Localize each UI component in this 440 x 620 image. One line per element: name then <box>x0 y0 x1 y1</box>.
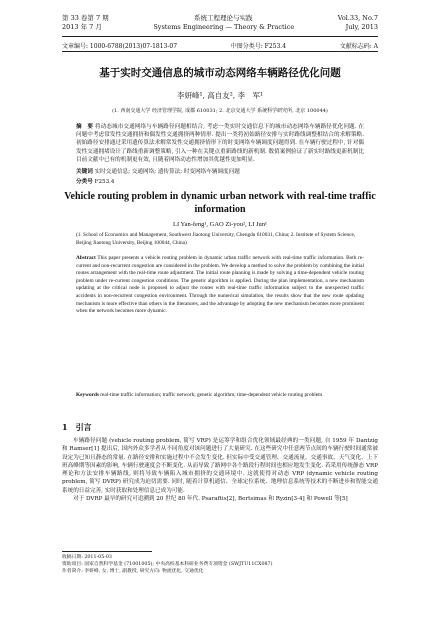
body-text <box>62 437 378 503</box>
keywords-label-en: Keywords <box>76 392 99 398</box>
classification-value: F253.4 <box>94 179 115 185</box>
abstract-text-en: This paper presents a vehicle routing problem in dynamic urban traffic network with real-time traffic information. Both re-current and non-recurrent congestion are considered in the problem. We develop a method to solve the problem by combining the initial routes arrangement with the real-time route adjustment. The initial route planning is made by solving a time-dependent vehicle routing problem under re-current congestion conditions. The genetic algorithm is applied. During the plan implementation, a new mechanism updating at the critical node is proposed to adjust the routes with real-time traffic information subject to the unexpected traffic accidents in non-recurrent congestion environment. Through the numerical simulation, the results show that the new route updating mechanism is more effective than others in the literatures, and the advantage by adopting the new mechanism becomes more prominent when the network becomes more dynamic. <box>76 255 365 315</box>
keywords-text-cn: 实时交通信息; 交通网络; 遗传算法; 时变网络车辆调度问题 <box>94 169 240 175</box>
paragraph-1: 车辆路径问题 (vehicle routing problem, 简写 VRP) 是运筹学和组合优化领域最经典的一类问题, 自 1959 年 Dantzig 和 Ramser[1] 提出后, 国内外众多学者从不同角度对该问题进行了大量研究. 在这些研究中任意两节点间的车辆行驶时间通常被设定为已知且静态的常量. 在路径安排和实施过程中不会发生变化. 但实际中受交通管理、交通流量、交通事故、天气变化、上下班高峰期等因素的影响, 车辆行驶速度会不断变化. 从而导致了路网中各个路段行程时间也相应地发生变化. 若采用传统静态 VRP 理论和方法安排车辆路线, 则将导致车辆陷入城市拥挤的交通环境中. 这就使得对动态 VRP (dynamic vehicle routing problem, 简写 DVRP) 研究成为迫切需要. 同时, 随着计算机通信、全球定位系统、地理信息系统等技术的不断进步和智能交通系统的日益完善, 实时获取和处理信息已成为可能. <box>62 438 378 494</box>
funding: 资助项目: 国家自然科学基金 (71001005); 中央高校基本科研业务费专项资金 (SWJTU11CX087) <box>62 562 273 568</box>
classification-cn <box>76 177 364 185</box>
keywords-label-cn: 关键词 <box>76 169 93 175</box>
running-header <box>62 14 378 32</box>
volume-en: Vol.33, No.7 <box>337 14 378 22</box>
abstract-text-cn: 将动态城市交通网络与车辆路径问题相结合, 考虑一类实时交通信息下的城市动态网络车辆路径优化问题. 在问题中考虑常发性交通拥挤和偶发性交通拥挤两种情形. 提出一类将初始路径安排与实时路线调整相结合的求解策略. 初始路径安排通过采用遗传算法求解常发性交通拥挤情形下的时变网络车辆调度问题得到. 在车辆行驶过程中, 针对偶发性交通拥堵设计了路线重新调整策略, 引入一种在关键点重新路线的新机制. 数值案例验证了新实时路线更新机制比目前文献中已有的机制更有效, 且随着网络动态性增加其优越性更加明显. <box>76 124 364 163</box>
keywords-en <box>76 392 364 400</box>
article-id: 文章编号: 1000-6788(2013)07-1813-07 <box>62 43 178 50</box>
abstract-label-cn: 摘 要 <box>76 124 94 130</box>
abstract-label-en: Abstract <box>76 255 96 261</box>
date-cn: 2013 年 7 月 <box>62 23 102 31</box>
title-en: Vehicle routing problem in dynamic urban network with real-time traffic information <box>64 191 376 215</box>
clc-number: 中图分类号: F253.4 <box>230 43 287 50</box>
volume-cn: 第 33 卷第 7 期 <box>62 14 109 22</box>
classification-label: 分类号 <box>76 179 93 185</box>
journal-name-en: Systems Engineering — Theory & Practice <box>153 23 295 31</box>
abstract-en <box>76 255 364 316</box>
affiliation-cn: (1. 西南交通大学 经济管理学院, 成都 610031; 2. 北京交通大学 系统科学研究所, 北京 100044) <box>112 108 328 114</box>
paragraph-2: 对于 DVRP 最早的研究可追溯到 20 世纪 80 年代. Psaraftis[2], Bertsimas 和 Ryzin[3-4] 和 Powell 等[5] <box>73 496 348 503</box>
title-cn: 基于实时交通信息的城市动态网络车辆路径优化问题 <box>99 67 341 79</box>
document-code: 文献标志码: A <box>339 43 378 50</box>
keywords-cn <box>76 167 364 175</box>
section-heading: 1 引言 <box>62 422 92 432</box>
author-bio: 作者简介: 李妍峰, 女, 博士, 副教授, 研究方向: 物流优化, 交通优化 <box>62 569 204 575</box>
footnote-rule <box>62 551 152 552</box>
date-en: July, 2013 <box>345 23 378 31</box>
authors-cn: 李妍峰¹, 高自友², 李 军¹ <box>176 91 264 100</box>
header-rule <box>62 36 378 37</box>
abstract-cn <box>76 123 364 164</box>
footnotes <box>62 554 378 576</box>
authors-en: LI Yan-feng¹, GAO Zi-you², LI Jun¹ <box>173 221 267 228</box>
keywords-text-en: real-time traffic information; traffic network; genetic algorithm; time-dependent vehicle routing problem <box>100 392 323 398</box>
received-date: 收稿日期: 2011-05-03 <box>62 555 112 560</box>
journal-name-cn: 系统工程理论与实践 <box>193 14 253 22</box>
affiliation-en: (1. School of Economics and Management, Southwest Jiaotong University, Chengdu 610031, China; 2. Institute of System Science, Beijing Jiaotong University, Beijing 100044, China) <box>76 232 356 246</box>
article-info <box>62 41 378 50</box>
article-info-rule <box>62 51 378 52</box>
